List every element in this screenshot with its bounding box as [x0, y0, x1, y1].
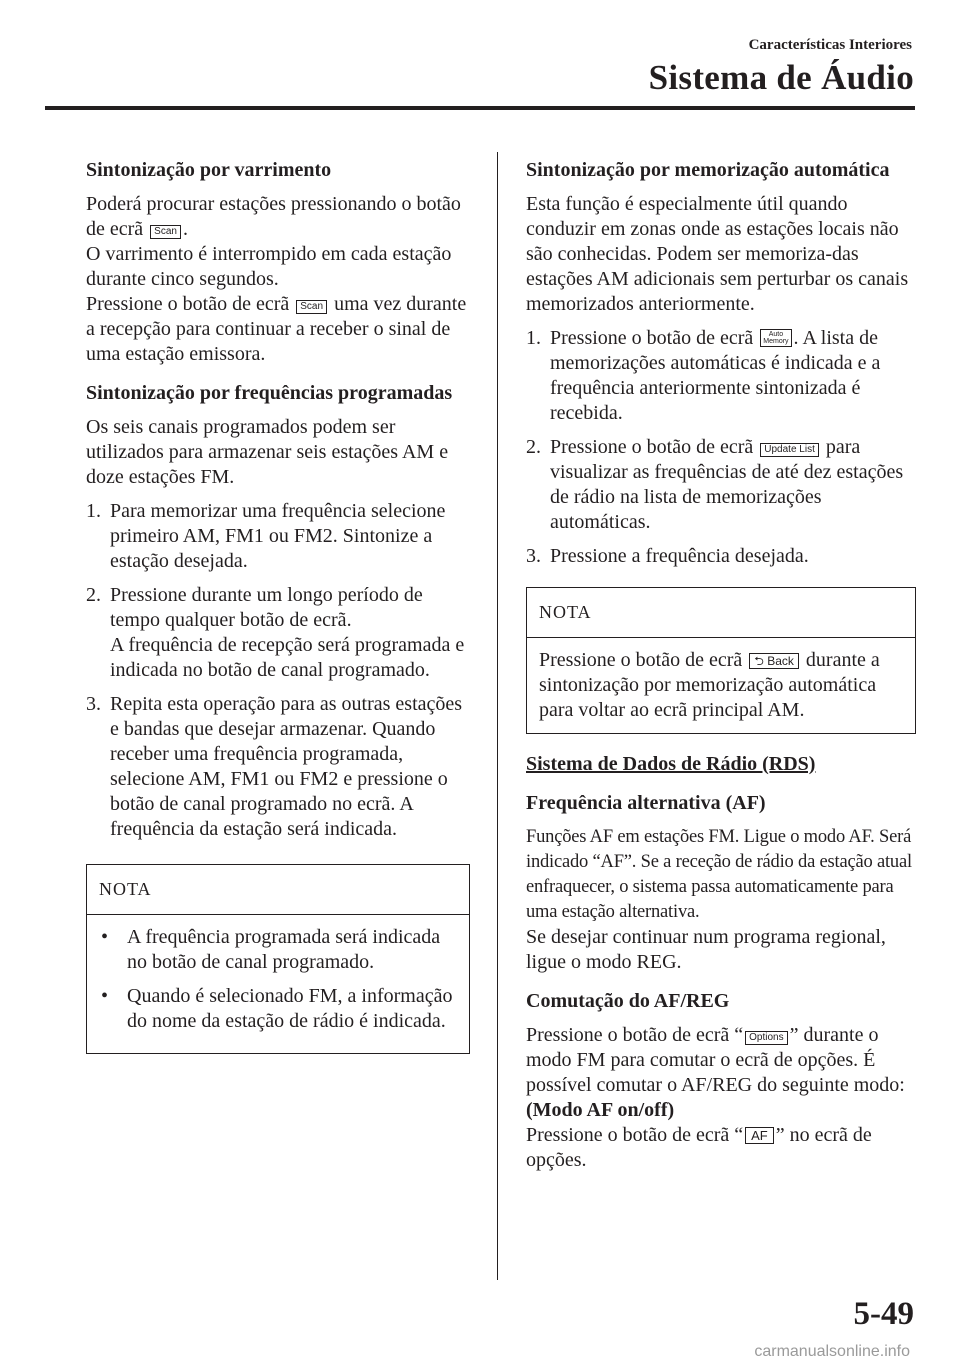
list-item — [86, 692, 470, 842]
list-item — [526, 326, 916, 426]
text: Pressione o botão de ecrã — [86, 293, 290, 315]
note-label: NOTA — [87, 865, 469, 915]
step-number: 2. — [86, 584, 101, 606]
button-label: Memory — [763, 338, 789, 345]
paragraph-presets: Os seis canais programados podem ser utilizados para armazenar seis estações AM e doze estações FM. — [86, 416, 449, 488]
note-body — [87, 915, 469, 1053]
heading-af-mode: (Modo AF on/off) — [526, 1099, 675, 1121]
auto-memory-button[interactable] — [760, 329, 791, 347]
header-section: Características Interiores — [748, 37, 912, 53]
note-item — [99, 925, 457, 975]
paragraph-scan-stop: O varrimento é interrompido em cada estação durante cinco segundos. — [86, 243, 452, 290]
page-title: Sistema de Áudio — [648, 58, 914, 97]
paragraph-af: Funções AF em estações FM. Ligue o modo AF. Será indicado “AF”. Se a receção de rádio da estação atual enfraquecer, o sistema passa automaticamente para uma estação alternativa. — [526, 827, 912, 922]
heading-auto-memory: Sintonização por memorização automática — [526, 159, 890, 181]
text: uma vez durante a recepção para continuar a receber o sinal de uma estação emissora. — [86, 293, 467, 365]
step-number: 2. — [526, 436, 541, 458]
note-text: Pressione o botão de ecrã — [539, 649, 743, 671]
note-text: durante a sintonização por memorização automática para voltar ao ecrã principal AM. — [539, 649, 880, 721]
column-divider — [497, 152, 498, 1280]
paragraph-scan-continue — [86, 292, 470, 367]
step-text: Pressione o botão de ecrã — [550, 327, 754, 349]
step-number: 1. — [526, 327, 541, 349]
text: ” durante o modo FM para comutar o ecrã de opções. É possível comutar o AF/REG do seguinte modo: — [526, 1024, 905, 1096]
text: . — [182, 218, 188, 240]
button-label: Back — [767, 654, 794, 668]
paragraph-auto-memory: Esta função é especialmente útil quando conduzir em zonas onde as estações locais não são conhecidas. Podem ser memoriza-das estações AM adicionais sem perturbar os canais memorizados anteriormente. — [526, 193, 909, 315]
text: ” no ecrã de opções. — [526, 1124, 872, 1171]
scan-button[interactable]: Scan — [150, 225, 181, 239]
paragraph-af-reg — [526, 1023, 916, 1098]
step-number: 3. — [86, 693, 101, 715]
af-button[interactable]: AF — [745, 1127, 774, 1144]
bullet-icon: • — [101, 926, 109, 948]
note-text: Quando é selecionado FM, a informação do nome da estação de rádio é indicada. — [127, 985, 453, 1032]
step-text: Repita esta operação para as outras estações e bandas que desejar armazenar. Quando receber uma frequência programada, selecione AM, FM1 ou FM2 e pressione o botão de canal programado no ecrã. A frequência da estação será indicada. — [110, 693, 463, 840]
heading-rds: Sistema de Dados de Rádio (RDS) — [526, 753, 816, 775]
page-number: 5-49 — [853, 1296, 914, 1332]
right-column — [526, 158, 916, 1173]
heading-preset-tuning: Sintonização por frequências programadas — [86, 382, 453, 404]
list-item — [86, 583, 470, 683]
note-body — [527, 638, 915, 733]
list-item — [526, 435, 916, 535]
note-text: A frequência programada será indicada no botão de canal programado. — [127, 926, 441, 973]
note-box — [86, 864, 470, 1054]
options-button[interactable]: Options — [745, 1031, 787, 1045]
list-item — [86, 499, 470, 574]
bullet-icon: • — [101, 985, 109, 1007]
auto-memory-steps — [526, 326, 916, 569]
note-item — [99, 984, 457, 1034]
heading-af-reg: Comutação do AF/REG — [526, 990, 730, 1012]
header-rule — [45, 106, 915, 110]
step-text: . A lista de memorizações automáticas é indicada e a frequência anteriormente sintonizada é recebida. — [550, 327, 881, 424]
back-arrow-icon: ⮌ — [754, 654, 764, 668]
text: Pressione o botão de ecrã “ — [526, 1024, 744, 1046]
step-text: Pressione o botão de ecrã — [550, 436, 754, 458]
text: Poderá procurar estações pressionando o botão de ecrã — [86, 193, 461, 240]
step-text: A frequência de recepção será programada e indicada no botão de canal programado. — [110, 634, 465, 681]
scan-button[interactable]: Scan — [296, 300, 327, 314]
step-text: para visualizar as frequências de até dez estações de rádio na lista de memorizações automáticas. — [550, 436, 904, 533]
update-list-button[interactable]: Update List — [760, 443, 819, 457]
step-text: Pressione a frequência desejada. — [550, 545, 809, 567]
heading-af: Frequência alternativa (AF) — [526, 792, 766, 814]
step-text: Pressione durante um longo período de tempo qualquer botão de ecrã. — [110, 584, 423, 631]
paragraph-reg: Se desejar continuar num programa regional, ligue o modo REG. — [526, 926, 886, 973]
note-box — [526, 587, 916, 734]
watermark: carmanualsonline.info — [754, 1343, 910, 1360]
list-item — [526, 544, 916, 569]
text: Pressione o botão de ecrã “ — [526, 1124, 744, 1146]
step-text: Para memorizar uma frequência selecione primeiro AM, FM1 ou FM2. Sintonize a estação desejada. — [110, 500, 446, 572]
heading-scan-tuning: Sintonização por varrimento — [86, 159, 332, 181]
back-button[interactable] — [749, 653, 799, 669]
left-column — [86, 158, 470, 1054]
step-number: 1. — [86, 500, 101, 522]
paragraph-scan-intro — [86, 192, 470, 242]
button-label: Auto — [768, 331, 784, 338]
note-label: NOTA — [527, 588, 915, 638]
paragraph-af-mode — [526, 1123, 916, 1173]
preset-steps — [86, 499, 470, 842]
step-number: 3. — [526, 545, 541, 567]
